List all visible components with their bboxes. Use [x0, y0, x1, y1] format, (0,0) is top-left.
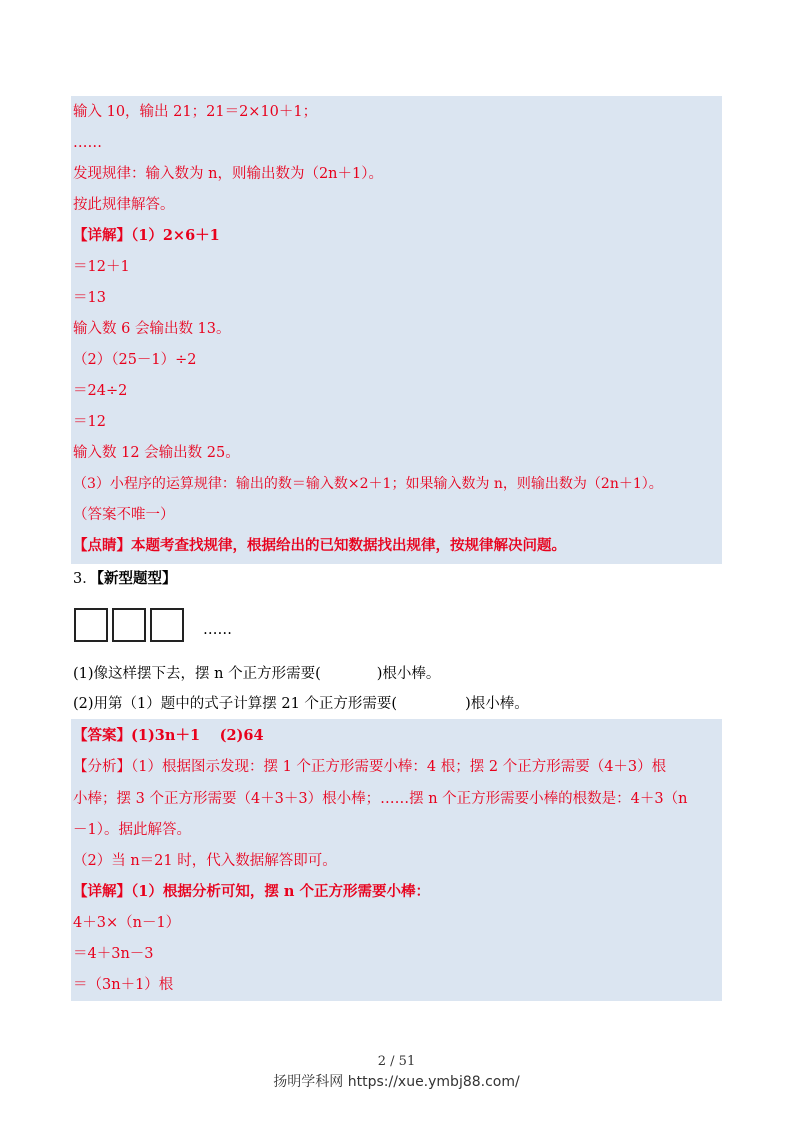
analysis-line: －1）。据此解答。	[73, 822, 191, 838]
solution-line: ＝24÷2	[73, 383, 128, 399]
question-tag: 【新型题型】	[96, 570, 177, 587]
analysis-line: 小棒；摆 3 个正方形需要（4＋3＋3）根小棒；……摆 n 个正方形需要小棒的根数是：4＋3（n	[73, 791, 688, 807]
question-part-1-text: (1)像这样摆下去，摆 n 个正方形需要(	[73, 666, 321, 682]
solution-line: ＝12	[73, 414, 106, 430]
question-number	[73, 569, 176, 589]
solution-line: （答案不唯一）	[73, 507, 175, 523]
question-part-2-end: )根小棒。	[465, 696, 529, 712]
solution-line: ＝12＋1	[73, 259, 130, 275]
question-part-2-text: (2)用第（1）题中的式子计算摆 21 个正方形需要(	[73, 696, 398, 712]
site-footer: 扬明学科网 https://xue.ymbj88.com/	[273, 1074, 520, 1090]
page-number: 2 / 51	[377, 1054, 416, 1069]
solution-line: （3）小程序的运算规律：输出的数＝输入数×2＋1；如果输入数为 n，则输出数为（2n＋1）。	[73, 476, 663, 492]
analysis-line: 【分析】（1）根据图示发现：摆 1 个正方形需要小棒：4 根；摆 2 个正方形需要（4＋3）根	[73, 759, 667, 775]
question-part-1-end: )根小棒。	[376, 666, 441, 682]
question-index: 3．	[73, 571, 97, 587]
comment-line: 【点睛】本题考查找规律，根据给出的已知数据找出规律，按规律解决问题。	[73, 537, 566, 554]
solution-line: 输入 10，输出 21；21＝2×10＋1；	[73, 104, 318, 120]
square-1	[74, 608, 108, 642]
square-3	[150, 608, 184, 642]
detail-line: ＝4＋3n－3	[73, 946, 154, 962]
solution-line: ＝13	[73, 290, 106, 306]
solution-line: 输入数 6 会输出数 13。	[73, 321, 231, 337]
solution-line: （2）（25－1）÷2	[73, 352, 197, 368]
answer-line: 【答案】(1)3n＋1 (2)64	[73, 727, 264, 744]
solution-line: 发现规律：输入数为 n，则输出数为（2n＋1）。	[73, 166, 383, 182]
solution-line: 按此规律解答。	[73, 197, 175, 213]
question-part-1	[73, 664, 440, 684]
analysis-line: （2）当 n＝21 时，代入数据解答即可。	[73, 853, 337, 869]
solution-line: 输入数 12 会输出数 25。	[73, 445, 240, 461]
figure-ellipsis: ……	[203, 622, 232, 638]
square-2	[112, 608, 146, 642]
solution-line: ……	[73, 135, 102, 151]
detail-line: 4＋3×（n－1）	[73, 915, 181, 931]
squares-figure	[74, 608, 188, 644]
detail-heading: 【详解】（1）2×6＋1	[73, 227, 220, 244]
detail-line: ＝（3n＋1）根	[73, 977, 174, 993]
question-part-2	[73, 694, 529, 714]
detail-heading-2: 【详解】（1）根据分析可知，摆 n 个正方形需要小棒：	[73, 883, 430, 900]
